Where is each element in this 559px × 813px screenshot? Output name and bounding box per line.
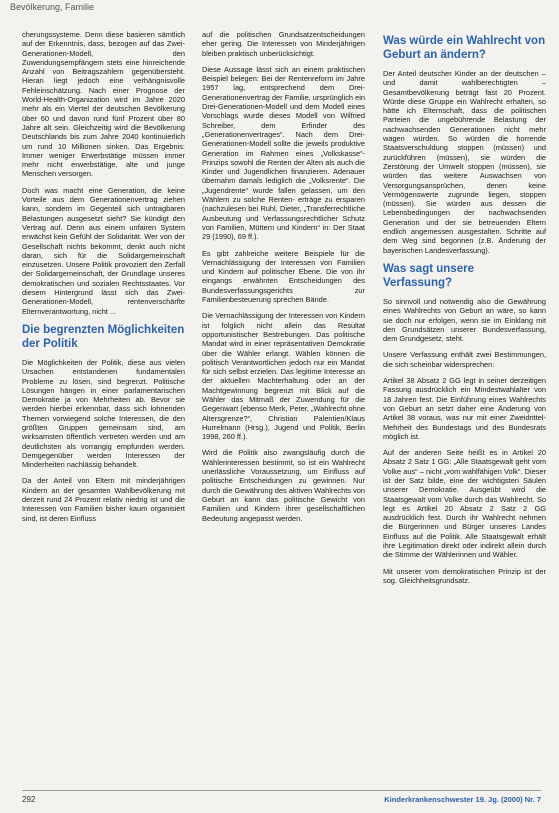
section-heading: Was sagt unsere Verfassung? [383,262,474,289]
paragraph: So sinnvoll und notwendig also die Gewährung eines Wahlrechts von Geburt an wäre, so kann sie doch nur erfolgen, wenn sie im Einklang mit den Grundsätzen unserer Bundesverfassung, dem Grundgesetz, steht. [383,296,546,344]
page-number: 292 [22,795,36,804]
paragraph: Wird die Politik also zwangsläufig durch die Wählerinteressen bestimmt, so ist ein Wahlrecht unerlässliche Voraussetzung, um Einfluss auf politische Entscheidungen zu gewinnen. Nur durch die Gewährung des aktiven Wahlrechts von Geburt an kann das politische Gewicht von Familien und Kindern ihrer gesellschaftlichen Bedeutung angepasst werden. [202,448,365,523]
column-left [22,30,185,530]
paragraph: Die Möglichkeiten der Politik, diese aus vielen Ursachen entstandenen fundamentalen Probleme zu lösen, sind begrenzt. Politische Lösungen hängen in einer parlamentarischen Demokratie ja von Mehrheiten ab. Bevor sie werden hierbei erkennbar, dass sich lohnenden Themen vorwiegend solche Interessen, die den größten Gruppen gemeinsam sind, am wirksamsten öffentlich vertreten werden und am deutlichsten als vorrangig empfunden werden. Demgegenüber werden Interessen der Minderheiten nachlässig behandelt. [22,357,185,470]
paragraph: Da der Anteil von Eltern mit minderjährigen Kindern an der gesamten Wahlbevölkerung mit derzeit rund 24 Prozent relativ niedrig ist und die Interessen von Familien bisher kaum organisiert sind, ist deren Einfluss [22,476,185,523]
paragraph: Artikel 38 Absatz 2 GG legt in seiner derzeitigen Fassung ausdrücklich ein Mindestwahlalter von 18 Jahren fest. Die Einführung eines Wahlrechts von Geburt an setzt daher eine Änderung von Artikel 38 voraus, was nur mit einer Zweidrittel-Mehrheit des Bundestags und des Bundesrats möglich ist. [383,376,546,441]
paragraph: cherungssysteme. Denn diese basieren sämtlich auf der Erkenntnis, dass, bezogen auf das Zwei-Generationen-Modell, den Zuwendungsempfängern stets eine hinreichende Anzahl von Beitragszahlern gegenübersteht. Hieran liegt jedoch eine verhängnisvolle Fehleinschätzung. Nach einer Prognose der World-Health-Organization wird im Jahre 2020 mehr als ein Viertel der deutschen Bevölkerung über 60 und davon rund fünf Prozent über 80 Jahre alt sein. Gleichzeitig wird die Bevölkerung Deutschlands bis zum Jahre 2040 kontinuierlich um rund 10 Millionen sinken. Das Ergebnis: Immer weniger Erwerbstätige müssen immer mehr nicht erwerbstätige, alte und junge Menschen versorgen. [22,30,185,179]
column-right [383,30,546,592]
paragraph: Die Vernachlässigung der Interessen von Kindern ist folglich nicht allein das Resultat opportunistischer Bestrebungen. Das politische Mandat wird in einer repräsentativen Demokratie über die Wähler erlangt. Wählen können die politisch Verantwortlichen jedoch nur ein Mandat für sich selbst erzielen. Das legitime Interesse an der aktuellen Machterhaltung oder an der Machtgewinnung begrenzt mit Blick auf die Wähler das Mitmaß der Zuwendung für die Gegenwart (ebenso Merk, Peter, „Wahlrecht ohne Altersgrenze?“, Christian Palentien/Klaus Hurrelmann (Hrsg.), Jugend und Politik, Berlin 1998, 260 ff.). [202,311,365,442]
paragraph: Unsere Verfassung enthält zwei Bestimmungen, die sich scheinbar widersprechen: [383,350,546,369]
paragraph: Doch was macht eine Generation, die keine Vorteile aus dem Generationenvertrag ziehen kann, sondern im Gegenteil sich untragbaren Belastungen ausgesetzt sieht? Sie kündigt den Vertrag auf. Denn aus einem unfairen System erwächst kein Gefühl der Solidarität. Wer von der Gesellschaft nichts bekommt, denkt auch nicht daran, sich für die Solidargemeinschaft einzusetzen. Unsere Politik provoziert den Zerfall der Solidargemeinschaft, der Grundlage unseres demokratischen und sozialen Rechtsstaates. Vor diesem Hintergrund lässt sich das Zwei-Generationen-Modell, rentenverschärfte Elternverantwortung, nicht ... [22,185,185,316]
paragraph: Diese Aussage lässt sich an einem praktischen Beispiel belegen: Bei der Rentenreform im Jahre 1957 lag, entsprechend dem Drei-Generationenvertrag der Familie, ursprünglich ein Drei-Generationen-Modell und dem Modell eines Vorschlags wurde dieses Modell von Wilfried Schreiber, dem Erfinder des „Generationenvertrages“. Nach dem Drei-Generationen-Modell sollte die jeweils produktive Generation im Rahmen eines „Volkskasse“-Prinzips sowohl die Renten der Alten als auch die Kinder und Jugendlichen finanzieren. Adenauer übernahm damals lediglich die „Volksrente“. Die „Jugendrente“ wurde fallen gelassen, um den Wählern zu solche Renten- erträge zu ersparen (nachzulesen bei Ruhl, Dieter, „Transferrechtliche Ausbeutung und Verfassungsrechtlicher Schutz von Familien, Müttern und Kindern“ in: Der Staat 29 (1990), 69 ff.). [202,64,365,242]
paragraph: auf die politischen Grundsatzentscheidungen eher gering. Die Interessen von Minderjährigen bleiben praktisch unberücksichtigt. [202,30,365,58]
journal-footer [384,795,541,804]
paragraph: Der Anteil deutscher Kinder an der deutschen – und damit wahlberechtigten – Gesamtbevölkerung beträgt fast 20 Prozent. Würde diese Gruppe ein Wahlrecht erhalten, so hätte ich Elternschaft, dass die politischen Parteien die ungebührende Belastung der nachwachsenden Generationen nicht mehr wagen würden. So würden die horrende Staatsverschuldung stoppen (müssen) und zurückführen (müssen), sie würden die Zerstörung der Umwelt stoppen (müssen), sie würden das weitere Auswachsen von Versorgungsansprüchen, denen keine Vermögenswerte zugrunde liegen, stoppen (müssen). Sie würden aus dessen die Lebensbedingungen der nachwachsenden Generation und der sie betreuenden Eltern endlich angemessen ausgestalten. Schritte auf dem Weg sind begonnen (z.B. Änderung der bayerischen Landesverfassung). [383,69,546,255]
footer-divider [22,790,541,791]
section-heading: Was würde ein Wahlrecht von Geburt an ändern? [383,35,546,61]
paragraph: Es gibt zahlreiche weitere Beispiele für die Vernachlässigung der Interessen von Familien und Kindern auf politischer Ebene. Die von ihr eingangs erwähnten Entscheidungen des Bundesverfassungsgerichts zur Familienbesteuerung sprechen Bände. [202,248,365,305]
column-middle [202,30,365,530]
paragraph: Auf der anderen Seite heißt es in Artikel 20 Absatz 2 Satz 1 GG: „Alle Staatsgewalt geht vom Volke aus“ – nicht „vom wahlfähigen Volk“. Dieser ist der Satz bilde, eine der wichtigsten Säulen unserer Demokratie. Ausgeübt wird die Staatsgewalt vom Volke durch das Wahlrecht. So legt es Artikel 20 Absatz 2 Satz 2 GG ausdrücklich fest. Durch ihr Wahlrecht nehmen die Bürgerinnen und Bürger unseres Landes Einfluss auf die Politik. Alle Staatsgewalt erhält ihre Legitimation direkt oder indirekt allein durch die Stimme der Wählerinnen und Wähler. [383,448,546,560]
running-header: Bevölkerung, Familie [10,2,95,12]
journal-name: Kinderkrankenschwester 19. Jg. (2000) Nr. 7 [384,795,541,804]
section-heading: Die begrenzten Möglichkeiten der Politik [22,323,185,350]
paragraph: Mit unserer vom demokratischen Prinzip ist der sog. Gleichheitsgrundsatz. [383,566,546,585]
